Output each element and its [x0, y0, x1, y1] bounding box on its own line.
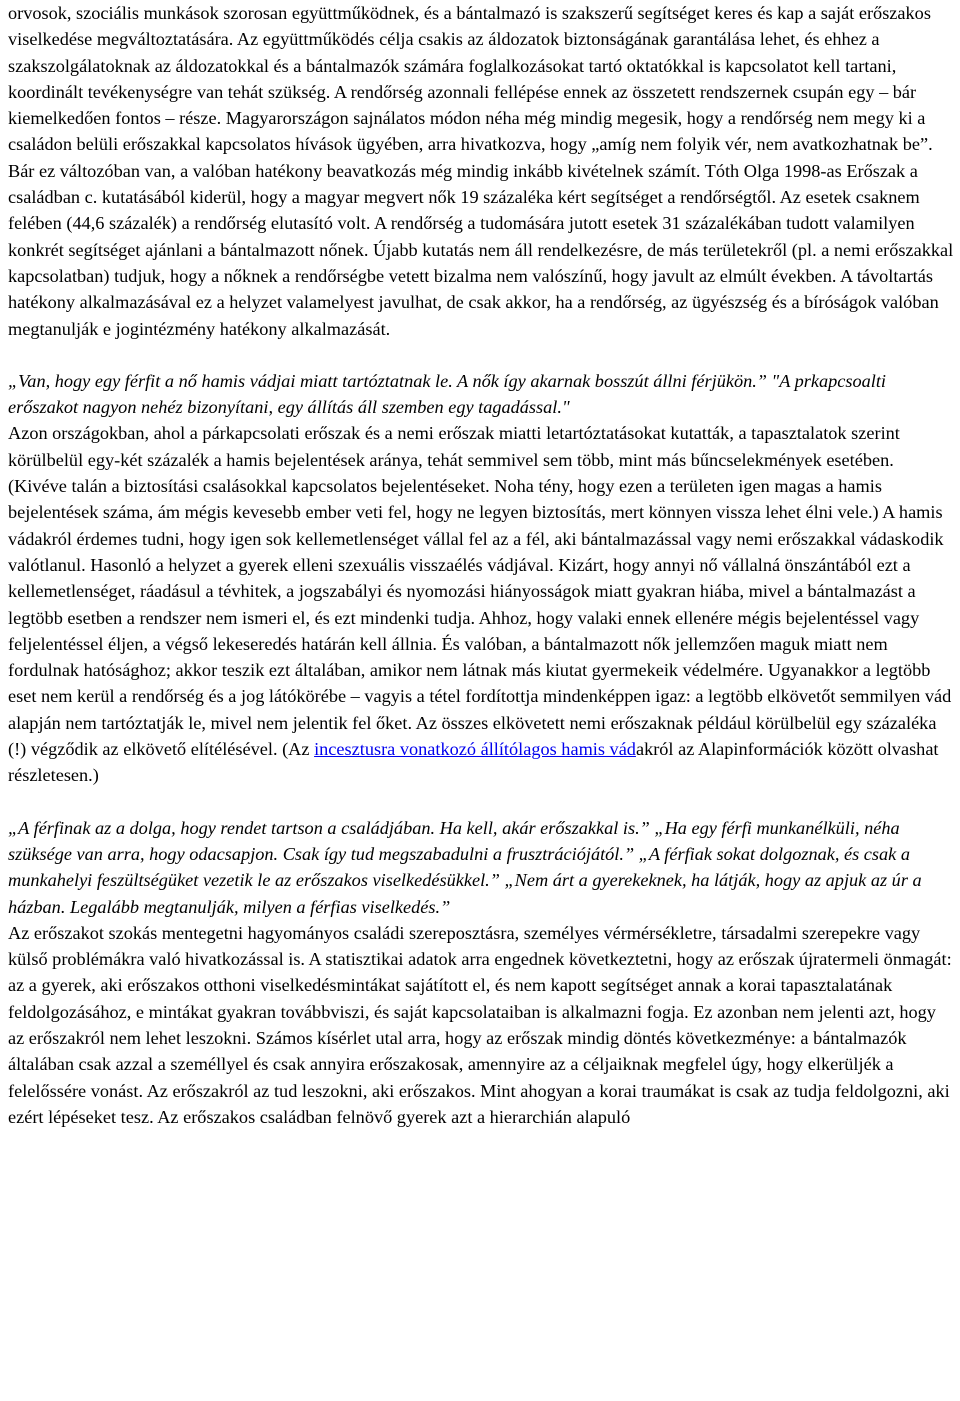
paragraph-police-response: orvosok, szociális munkások szorosan együttműködnek, és a bántalmazó is szakszerű segítséget keres és kap a saját erőszakos viselkedése megváltoztatására. Az együttműködés célja csakis az áldozatok biztonságának garantálása lehet, és ehhez a szakszolgálatoknak az áldozatokkal és a bántalmazók számára foglalkozásokat tartó oktatókkal is kapcsolatot kell tartani, koordinált tevékenységre van tehát szükség. A rendőrség azonnali fellépése ennek az összetett rendszernek csupán egy – bár kiemelkedően fontos – része. Magyarországon sajnálatos módon néha még mindig megesik, hogy a rendőrség nem megy ki a családon belüli erőszakkal kapcsolatos hívások ügyében, arra hivatkozva, hogy „amíg nem folyik vér, nem avatkozhatnak be”. Bár ez változóban van, a valóban hatékony beavatkozás még mindig inkább kivételnek számít. Tóth Olga 1998-as Erőszak a családban c. kutatásából kiderül, hogy a magyar megvert nők 19 százaléka kért segítséget a rendőrségtől. Az esetek csaknem felében (44,6 százalék) a rendőrség elutasító volt. A rendőrség a tudomására jutott esetek 31 százalékában tudott valamilyen konkrét segítséget ajánlani a bántalmazott nőnek. Újabb kutatás nem áll rendelkezésre, de más területekről (pl. a nemi erőszakkal kapcsolatban) tudjuk, hogy a nőknek a rendőrségbe vetett bizalma nem valószínű, hogy javult az elmúlt években. A távoltartás hatékony alkalmazásával ez a helyzet valamelyest javulhat, de csak akkor, ha a rendőrség, az ügyészség és a bíróságok valóban megtanulják e jogintézmény hatékony alkalmazását. — [8, 3, 954, 339]
paragraph-false-reports — [8, 420, 956, 788]
paragraph-excuses-for-violence: Az erőszakot szokás mentegetni hagyományos családi szereposztásra, személyes vérmérsékletre, társadalmi szerepekre vagy külső problémákra való hivatkozással is. A statisztikai adatok arra engednek következtetni, hogy az erőszak újratermeli önmagát: az a gyerek, aki erőszakos otthoni viselkedésmintákat sajátított el, és nem kapott segítséget annak a korai tapasztalatának feldolgozásához, e mintákat gyakran továbbviszi, és saját kapcsolataiban is alkalmazni fogja. Ez azonban nem jelenti azt, hogy az erőszakról nem lehet leszokni. Számos kísérlet utal arra, hogy az erőszak mindig döntés következménye: a bántalmazók általában csak azzal a személlyel és csak annyira erőszakosak, amennyire az a céljaiknak megfelel úgy, hogy elkerüljék a felelőssére vonást. Az erőszakról az tud leszokni, aki erőszakos. Mint ahogyan a korai traumákat is csak az tudja feldolgozni, aki ezért lépéseket tesz. Az erőszakos családban felnövő gyerek azt a hierarchián alapuló — [8, 922, 952, 1127]
quote-false-accusations: „Van, hogy egy férfit a nő hamis vádjai miatt tartóztatnak le. A nők így akarnak bosszút állni férjükön.” "A prkapcsoalti erőszakot nagyon nehéz bizonyítani, egy állítás áll szemben egy tagadással." — [8, 370, 887, 418]
document-body — [8, 0, 956, 1130]
paragraph-false-reports-tail: akról az Alapinformációk között olvashat részletesen.) — [8, 739, 939, 786]
incest-false-accusation-link[interactable]: incesztusra vonatkozó állítólagos hamis vád — [314, 739, 636, 760]
paragraph-spacer — [8, 789, 956, 815]
paragraph-false-reports-text: Azon országokban, ahol a párkapcsolati erőszak és a nemi erőszak miatti letartóztatásokat kutatták, a tapasztalatok szerint körülbelül egy-két százalék a hamis bejelentések aránya, tehát semmivel sem több, mint más bűncselekmények esetében. (Kivéve talán a biztosítási csalásokkal kapcsolatos bejelentéseket. Noha tény, hogy ezen a területen igen magas a hamis bejelentések száma, ám mégis kevesebb ember veti fel, hogy ne legyen biztosítás, mert könnyen vissza lehet élni vele.) A hamis vádakról érdemes tudni, hogy igen sok kellemetlenséget vállal fel az a fél, aki bántalmazással vagy nemi erőszakkal vádaskodik valótlanul. Hasonló a helyzet a gyerek elleni szexuális visszaélés vádjával. Kizárt, hogy annyi nő vállalná önszántából ezt a kellemetlenséget, ráadásul a tévhitek, a jogszabályi és nyomozási hiányosságok miatt gyakran hiába, mivel a bántalmazást a legtöbb esetben a rendszer nem ismeri el, és ezt mindenki tudja. Ahhoz, hogy valaki ennek ellenére mégis bejelentéssel vagy feljelentéssel éljen, a végső lekeseredés határán kell állnia. És valóban, a bántalmazott nők jellemzően maguk miatt nem fordulnak hatósághoz; akkor teszik ezt általában, amikor nem látnak más kiutat gyermekeik védelmére. Ugyanakkor a legtöbb eset nem kerül a rendőrség és a jog látókörébe – vagyis a tétel fordítottja mindenképpen igaz: a legtöbb elkövetőt semmilyen vád alapján nem tartóztatják le, mivel nem jelentik fel őket. Az összes elkövetett nemi erőszaknak például körülbelül egy százaléka (!) végződik az elkövető elítélésével. (Az — [8, 423, 952, 760]
paragraph-spacer — [8, 342, 956, 368]
quote-male-role: „A férfinak az a dolga, hogy rendet tartson a családjában. Ha kell, akár erőszakkal is.” „Ha egy férfi munkanélküli, néha szüksége van arra, hogy odacsapjon. Csak így tud megszabadulni a frusztrációjától.” „A férfiak sokat dolgoznak, és csak a munkahelyi feszültségüket vezetik le az erőszakos viselkedésükkel.” „Nem árt a gyerekeknek, ha látják, hogy az apjuk az úr a házban. Legalább megtanulják, milyen a férfias viselkedés.” — [8, 817, 922, 917]
